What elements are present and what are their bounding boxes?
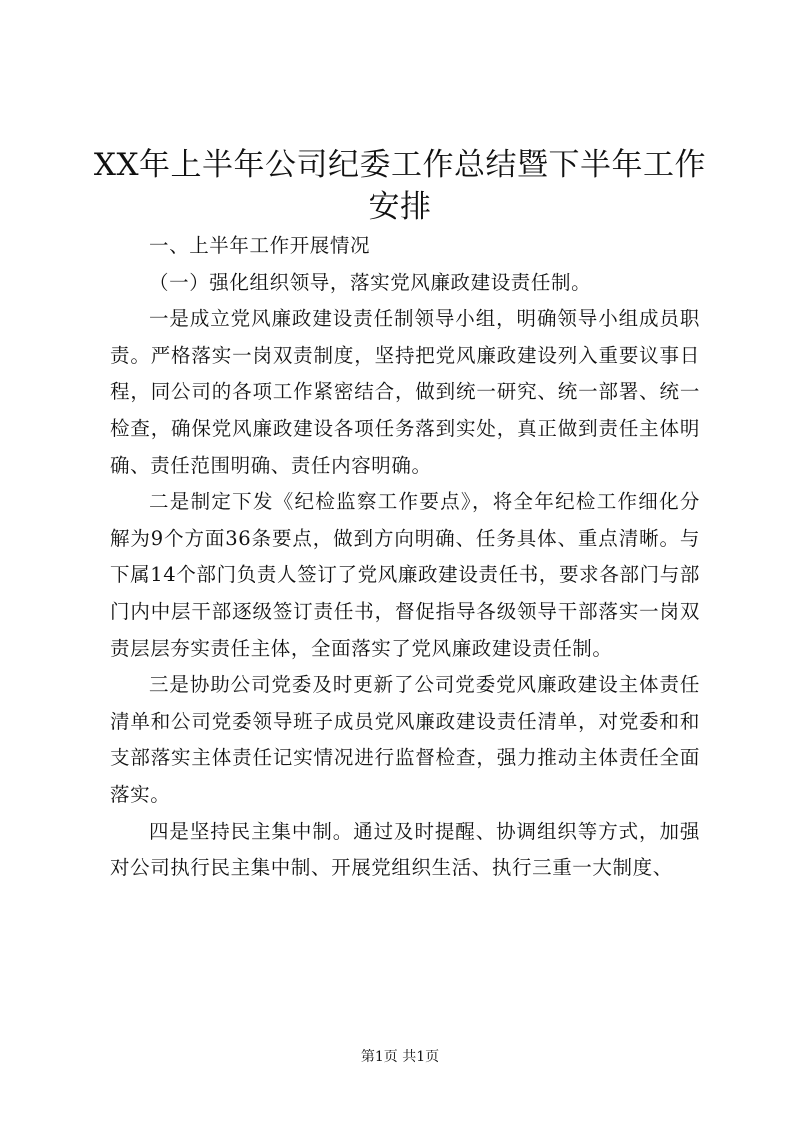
subsection-heading: （一）强化组织领导，落实党风廉政建设责任制。 — [149, 270, 592, 294]
paragraph: 二是制定下发《纪检监察工作要点》，将全年纪检工作细化分解为9个方面36条要点，做到方向明确、任务具体、重点清晰。与下属14个部门负责人签订了党风廉政建设责任书，要求各部门与部门内中层干部逐级签订责任书，督促指导各级领导干部落实一岗双责层层夯实责任主体，全面落实了党风廉政建设责任制。 — [110, 490, 700, 660]
page-number-footer: 第1页 共1页 — [360, 1049, 440, 1065]
paragraph: 三是协助公司党委及时更新了公司党委党风廉政建设主体责任清单和公司党委领导班子成员党风廉政建设责任清单，对党委和和支部落实主体责任记实情况进行监督检查，强力推动主体责任全面落实。 — [110, 673, 700, 806]
document-title: XX年上半年公司纪委工作总结暨下半年工作安排 — [93, 147, 707, 225]
paragraph: 四是坚持民主集中制。通过及时提醒、协调组织等方式，加强对公司执行民主集中制、开展党组织生活、执行三重一大制度、 — [110, 819, 700, 880]
document-body — [110, 228, 700, 887]
paragraph: 一是成立党风廉政建设责任制领导小组，明确领导小组成员职责。严格落实一岗双责制度，坚持把党风廉政建设列入重要议事日程，同公司的各项工作紧密结合，做到统一研究、统一部署、统一检查，确保党风廉政建设各项任务落到实处，真正做到责任主体明确、责任范围明确、责任内容明确。 — [110, 307, 700, 477]
section-heading: 一、上半年工作开展情况 — [149, 234, 371, 257]
